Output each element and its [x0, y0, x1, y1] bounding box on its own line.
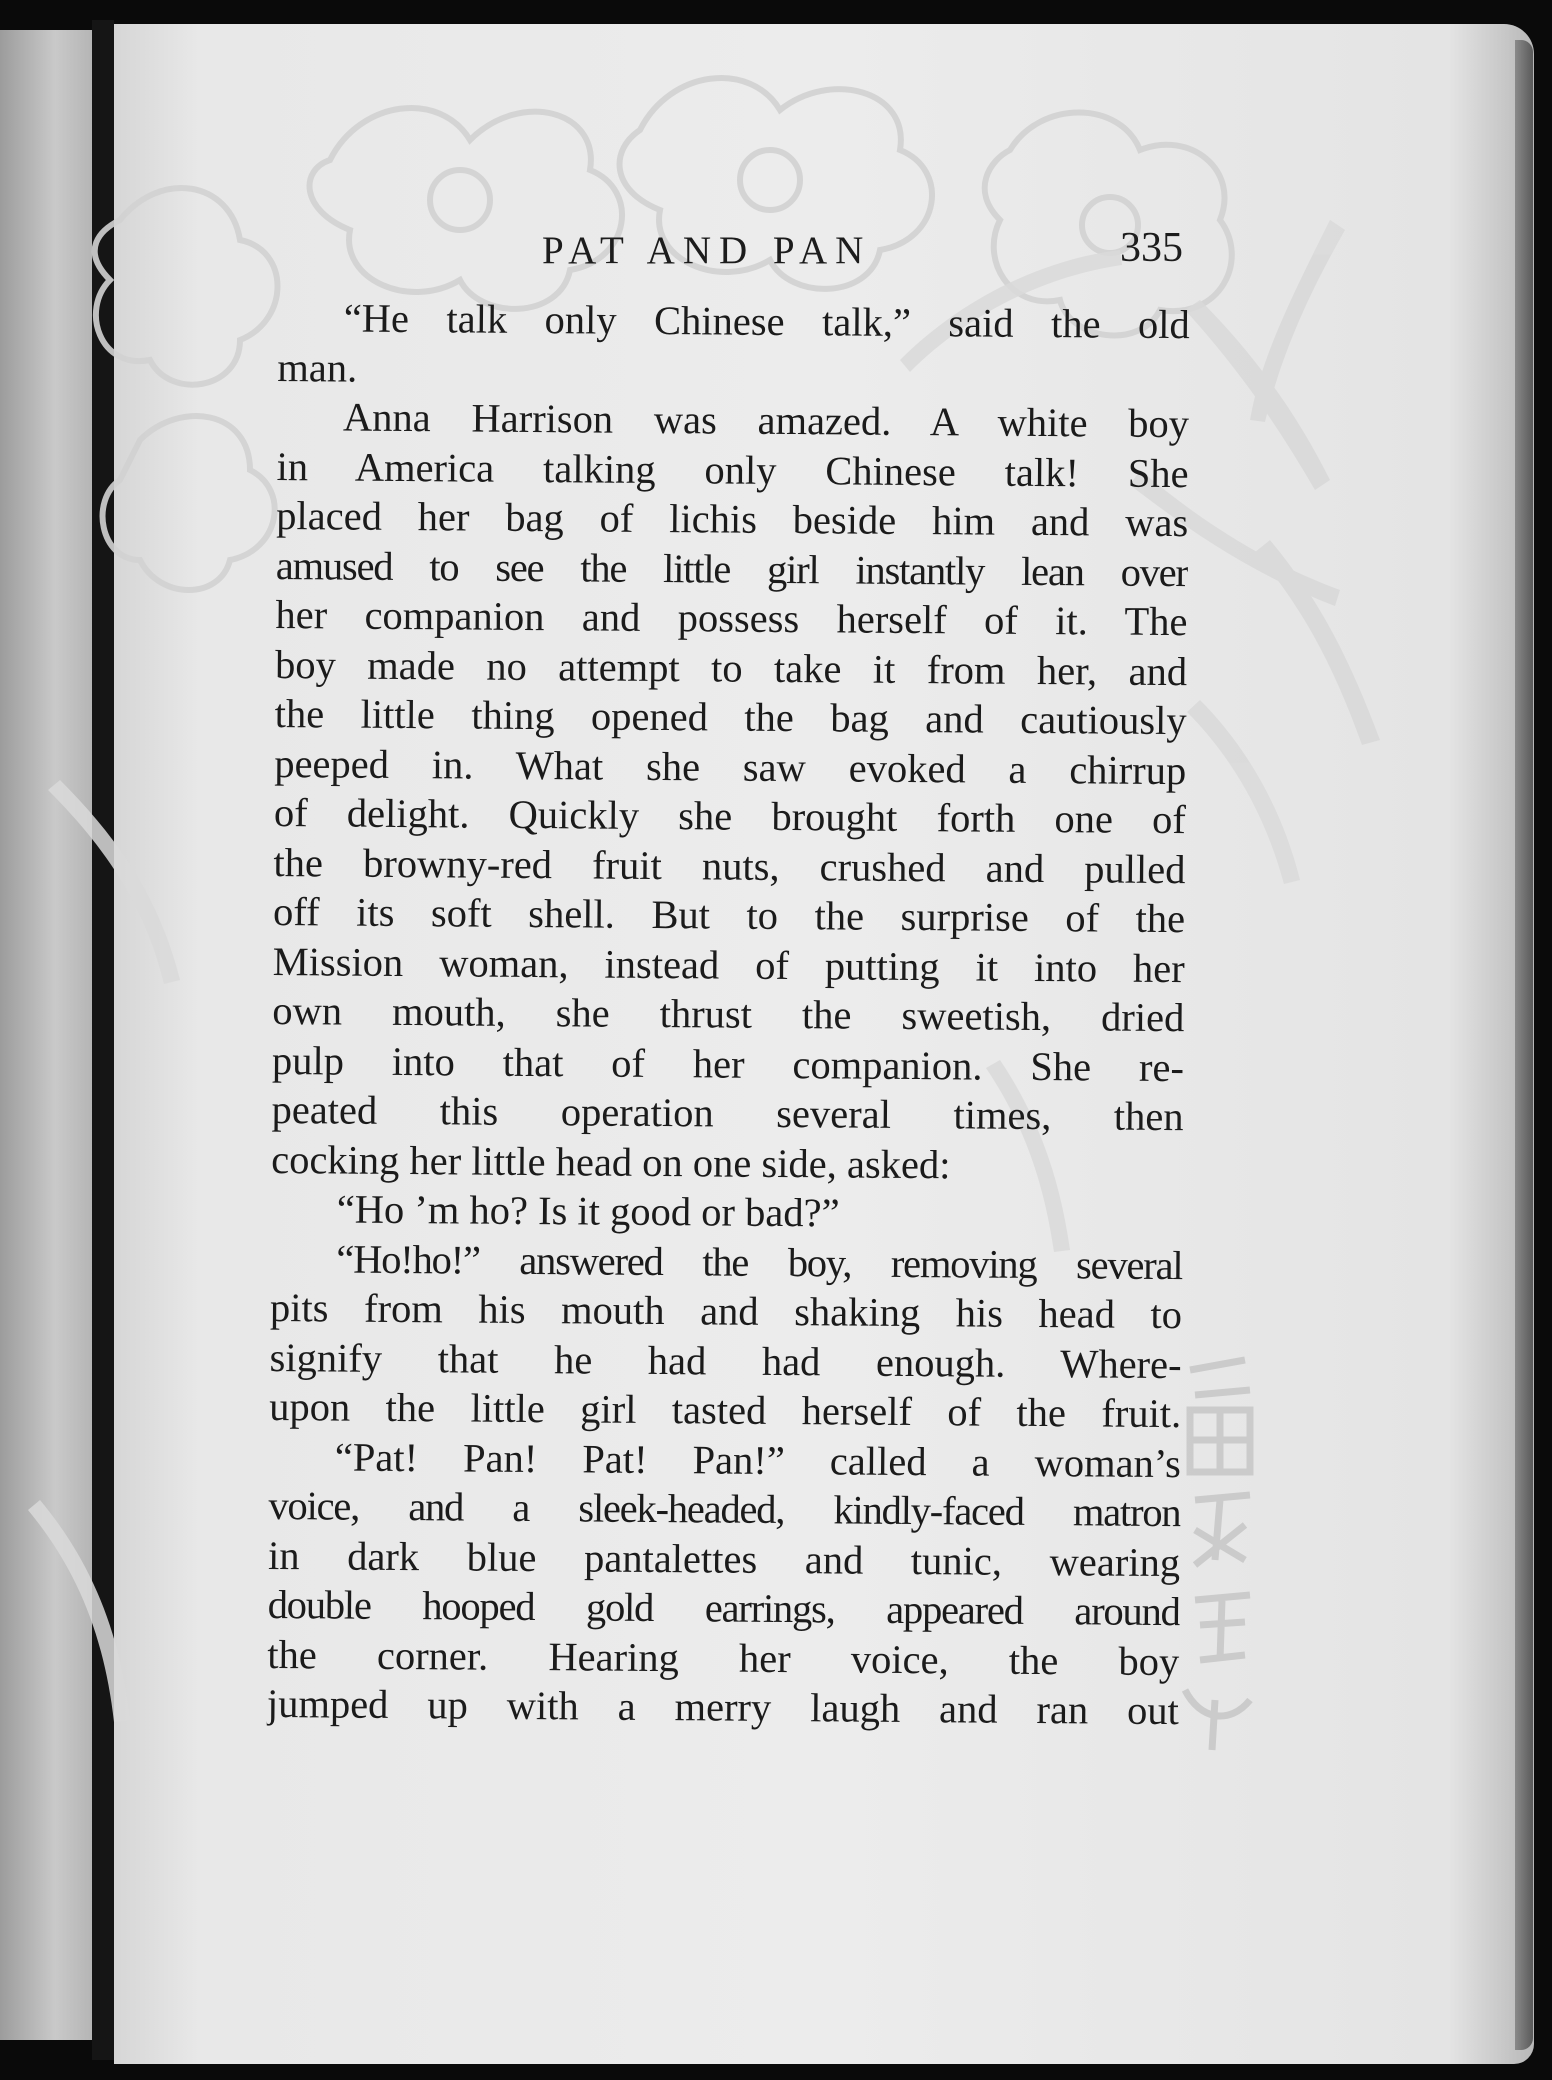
text-line: the corner. Hearing her voice, the boy — [267, 1631, 1180, 1684]
chinese-seal-icon — [1185, 1360, 1250, 1750]
text-line: amused to see the little girl instantly lean over — [275, 542, 1189, 595]
text-line: peated this operation several times, then — [271, 1086, 1184, 1140]
text-line: own mouth, she thrust the sweetish, dried — [272, 987, 1185, 1041]
text-line: the browny-red fruit nuts, crushed and pulled — [273, 839, 1186, 892]
text-line: “Ho ’m ho? Is it good or bad?” — [336, 1186, 840, 1236]
running-head: PAT AND PAN — [542, 229, 872, 272]
text-line: man. — [277, 344, 358, 391]
text-line: double hooped gold earrings, appeared around — [267, 1581, 1180, 1635]
text-line: pits from his mouth and shaking his head to — [269, 1284, 1183, 1338]
text-line: her companion and possess herself of it. The — [275, 591, 1188, 645]
text-line: placed her bag of lichis beside him and was — [276, 492, 1189, 546]
text-line: signify that he had had enough. Where- — [269, 1334, 1182, 1387]
text-line: “Ho!ho!” answered the boy, removing several — [336, 1235, 1183, 1288]
body-text — [267, 293, 1190, 1736]
text-line: the little thing opened the bag and cautiously — [274, 690, 1187, 744]
text-line: pulp into that of her companion. She re- — [271, 1037, 1185, 1090]
text-line: of delight. Quickly she brought forth one of — [273, 789, 1187, 843]
text-line: Mission woman, instead of putting it into her — [272, 938, 1185, 991]
text-line: cocking her little head on one side, asked: — [271, 1136, 951, 1187]
text-line: in America talking only Chinese talk! She — [276, 443, 1189, 496]
text-line: Anna Harrison was amazed. A white boy — [342, 394, 1190, 447]
text-line: peeped in. What she saw evoked a chirrup — [274, 740, 1187, 793]
page-header — [300, 222, 1200, 292]
text-line: voice, and a sleek-headed, kindly-faced matron — [268, 1482, 1181, 1536]
text-line: upon the little girl tasted herself of the fruit. — [269, 1383, 1182, 1437]
text-line: “Pat! Pan! Pat! Pan!” called a woman’s — [334, 1433, 1182, 1486]
text-line: “He talk only Chinese talk,” said the old — [343, 295, 1190, 348]
page-number: 335 — [1120, 225, 1183, 271]
text-line: in dark blue pantalettes and tunic, wearing — [267, 1532, 1181, 1585]
text-line: off its soft shell. But to the surprise of the — [272, 888, 1186, 942]
text-line: boy made no attempt to take it from her, and — [274, 641, 1188, 694]
text-line: jumped up with a merry laugh and ran out — [266, 1680, 1180, 1734]
